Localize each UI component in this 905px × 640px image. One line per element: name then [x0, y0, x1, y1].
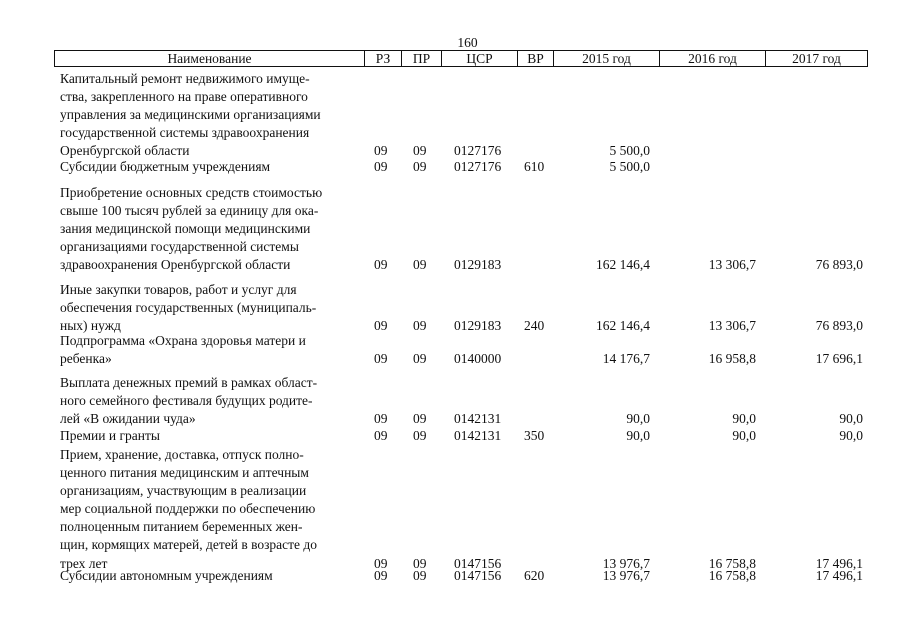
cell-y2015: 13 976,7	[602, 568, 650, 583]
row-name-line: мер социальной поддержки по обеспечению	[60, 501, 316, 517]
row-name-line: ных) нужд	[60, 318, 121, 334]
cell-rz: 09	[374, 257, 388, 273]
row-name-line: управления за медицинскими организациями	[60, 107, 321, 123]
cell-csr: 0129183	[454, 257, 502, 273]
cell-csr: 0147156	[454, 555, 502, 571]
cell-y2017: 76 893,0	[815, 257, 863, 273]
row-name-line: Капитальный ремонт недвижимого имуще-	[60, 71, 310, 86]
header-csr: ЦСР	[442, 51, 518, 66]
header-name: Наименование	[55, 51, 365, 66]
cell-csr: 0140000	[454, 351, 502, 367]
cell-y2015: 90,0	[626, 411, 650, 427]
cell-vr: 620	[524, 568, 545, 583]
cell-y2015: 14 176,7	[602, 351, 650, 367]
cell-rz: 09	[374, 555, 388, 571]
page-number: 160	[457, 35, 478, 50]
cell-y2017: 17 696,1	[815, 351, 863, 367]
cell-csr: 0147156	[454, 568, 502, 583]
cell-rz: 09	[374, 143, 388, 159]
row-name-line: щин, кормящих матерей, детей в возрасте до	[60, 537, 318, 553]
cell-y2017: 17 496,1	[815, 568, 863, 583]
cell-rz: 09	[374, 351, 388, 367]
row-name-line: Выплата денежных премий в рамках област-	[60, 375, 318, 390]
row-name	[60, 374, 360, 428]
row-name	[60, 427, 360, 445]
cell-y2017: 90,0	[839, 428, 863, 443]
row-name-line: Иные закупки товаров, работ и услуг для	[60, 282, 297, 297]
row-name	[60, 70, 360, 160]
header-2017: 2017 год	[792, 51, 841, 66]
cell-y2017: 76 893,0	[815, 318, 863, 334]
header-pr: ПР	[402, 51, 442, 66]
cell-rz: 09	[374, 159, 388, 174]
row-name	[60, 158, 360, 176]
row-name-line: свыше 100 тысяч рублей за единицу для ока-	[60, 203, 319, 219]
row-name-line: зания медицинской помощи медицинскими	[60, 221, 311, 237]
row-name	[60, 281, 360, 335]
header-vr: ВР	[518, 51, 554, 66]
cell-pr: 09	[413, 257, 427, 273]
row-name-line: ного семейного фестиваля будущих родите-	[60, 393, 313, 409]
cell-csr: 0142131	[454, 428, 502, 443]
cell-y2016: 90,0	[732, 411, 756, 427]
row-name-line: обеспечения государственных (муниципаль-	[60, 300, 317, 316]
cell-vr: 350	[524, 428, 545, 443]
cell-y2016: 90,0	[732, 428, 756, 443]
cell-csr: 0129183	[454, 318, 502, 334]
cell-y2015: 5 500,0	[609, 159, 650, 174]
cell-y2015: 5 500,0	[609, 143, 650, 159]
cell-y2016: 16 758,8	[708, 555, 756, 571]
cell-y2016: 16 758,8	[708, 568, 756, 583]
row-name-line: ребенка»	[60, 351, 112, 367]
row-name-line: организациям, участвующим в реализации	[60, 483, 307, 499]
row-name-line: Прием, хранение, доставка, отпуск полно-	[60, 447, 304, 462]
cell-pr: 09	[413, 351, 427, 367]
cell-pr: 09	[413, 568, 427, 583]
cell-y2015: 90,0	[626, 428, 650, 443]
cell-rz: 09	[374, 318, 388, 334]
cell-vr: 240	[524, 318, 545, 334]
cell-y2015: 162 146,4	[596, 318, 650, 334]
row-name-line: государственной системы здравоохранения	[60, 125, 310, 141]
cell-y2016: 13 306,7	[708, 257, 756, 273]
row-name	[60, 184, 360, 274]
cell-csr: 0127176	[454, 143, 502, 159]
cell-pr: 09	[413, 318, 427, 334]
row-name-line: лей «В ожидании чуда»	[60, 411, 196, 427]
cell-pr: 09	[413, 411, 427, 427]
cell-y2015: 162 146,4	[596, 257, 650, 273]
cell-pr: 09	[413, 143, 427, 159]
cell-pr: 09	[413, 159, 427, 174]
row-name-line: организациями государственной системы	[60, 239, 299, 255]
row-name-line: Приобретение основных средств стоимостью	[60, 185, 323, 200]
row-name	[60, 446, 360, 573]
header-2016: 2016 год	[660, 51, 766, 66]
row-name-line: Подпрограмма «Охрана здоровья матери и	[60, 333, 306, 348]
row-name-line: ства, закрепленного на праве оперативного	[60, 89, 308, 105]
row-name-line: полноценным питанием беременных жен-	[60, 519, 303, 535]
cell-rz: 09	[374, 568, 388, 583]
row-name-line: Субсидии автономным учреждениям	[60, 568, 273, 583]
cell-csr: 0127176	[454, 159, 502, 174]
row-name	[60, 567, 360, 585]
cell-y2017: 17 496,1	[815, 555, 863, 571]
cell-y2016: 16 958,8	[708, 351, 756, 367]
cell-pr: 09	[413, 428, 427, 443]
cell-y2017: 90,0	[839, 411, 863, 427]
cell-vr: 610	[524, 159, 545, 174]
cell-y2015: 13 976,7	[602, 555, 650, 571]
row-name-line: Субсидии бюджетным учреждениям	[60, 159, 271, 174]
row-name-line: Премии и гранты	[60, 428, 160, 443]
cell-csr: 0142131	[454, 411, 502, 427]
header-rz: РЗ	[365, 51, 402, 66]
row-name-line: здравоохранения Оренбургской области	[60, 257, 291, 273]
header-2015: 2015 год	[554, 51, 660, 66]
cell-rz: 09	[374, 411, 388, 427]
row-name-line: Оренбургской области	[60, 143, 190, 159]
row-name-line: ценного питания медицинским и аптечным	[60, 465, 309, 481]
row-name-line: трех лет	[60, 555, 108, 571]
row-name	[60, 332, 360, 368]
cell-y2016: 13 306,7	[708, 318, 756, 334]
cell-pr: 09	[413, 555, 427, 571]
cell-rz: 09	[374, 428, 388, 443]
